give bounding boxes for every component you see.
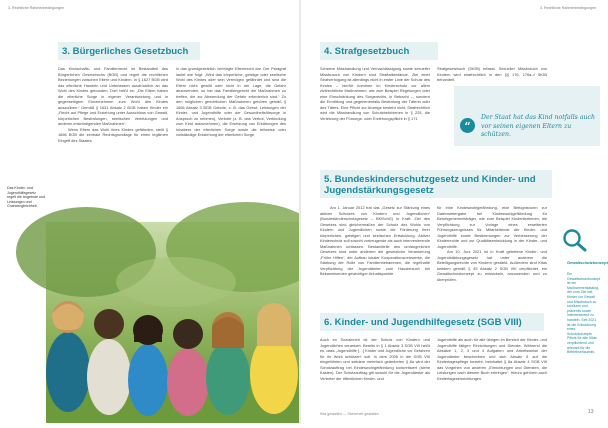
paragraph: Schwere Misshandlung und Vernachlässigung sowie sexueller Missbrauch von Kindern sind Straftatbestände. Ziel einer Strafverfolgung ist allerdings nicht in erster Linie der Schutz des Kindes – hierfür kommen im Kinderschutz vor allem zivilrechtliche Maßnahmen, wie zum Beispiel Regelungen oder eine Einschränkung des Sorgerechts, in Betracht –, sondern die Ermittlung und gegebenenfalls Bestrafung der Täterin oder des Täters. Eine Pflicht zur Anzeige besteht nicht. Strafrechtlich wird die Misshandlung von Schutzbefohlenen in § 225, die Verletzung der Fürsorge- oder Erziehungspflicht in § 171: [320, 66, 430, 121]
running-head-left: 3. Rechtliche Rahmenbedingungen: [8, 6, 65, 10]
pull-quote: Der Staat hat das Kind notfalls auch vor seinen eigenen Eltern zu schützen.: [481, 114, 595, 139]
quote-icon: “: [460, 118, 475, 133]
section-3-title: 3. Bürgerliches Gesetzbuch: [62, 46, 189, 57]
section-5-title: 5. Bundeskinderschutzgesetz und Kinder- und Jugendstärkungsgesetz: [324, 174, 536, 196]
section-4-column-2: [437, 66, 547, 86]
page-number: 13: [588, 409, 594, 415]
left-page: [0, 0, 299, 423]
section-6-column-1: [320, 337, 430, 403]
footer-right: Kita gestalten — Sicherheit gestalten: [320, 412, 379, 416]
paragraph: Jugendhilfe als auch für alle übrigen im Bereich der Kinder- und Jugendhilfe tätigen Einrichtungen und Dienste. Während die Absätze 1, 2, 3 und 4 Aufgaben und Arbeitsweise der Jugendämter beschreiben und sich Absatz 5 auf die Kindertagespflege bezieht, beinhaltet § 8a Absatz 4 SGB VIII das Vorgehen von anderen „Einrichtungen und Diensten, die Leistungen nach diesem Buch erbringen“. Hierzu gehören auch Kindertageseinrichtungen.: [437, 337, 547, 381]
paragraph: Das Kindschafts- und Familienrecht ist Bestandteil des Bürgerlichen Gesetzbuchs (BGB) und regelt die rechtlichen Beziehungen zwischen Eltern und Kindern. In § 1627 BGB wird das elterliche Handeln und Unterlassen ausdrücklich an das Wohl des Kindes gebunden. Dort heißt es: „Die Eltern haben die elterliche Sorge in eigener Verantwortung und in gegenseitigem Einvernehmen zum Wohl des Kindes auszuüben.“ Gemäß § 1631 Absatz 2 BGB haben Kinder ein „Recht auf Pflege und Erziehung unter Ausschluss von Gewalt, körperlichen Bestrafungen, seelischen Verletzungen und anderen entwürdigenden Maßnahmen“.: [58, 66, 168, 126]
section-5-column-1: [320, 205, 430, 297]
section-4-column-1: [320, 66, 430, 166]
sidebar-text: Ein Gewaltschutzkonzept ist ein Maßnahmenkatalog, der zum Ziel hat, Kinder vor Gewalt und Missbrauch zu schützen und präventiv sowie intervenierend zu handeln. Seit 2021 ist die Entwicklung eines Schutzkonzepts Pflicht für alle Kitas verpflichtend und relevant für die Betriebserlaubnis.: [567, 272, 601, 355]
paragraph: Strafgesetzbuch (StGB) erfasst. Sexueller Missbrauch von Kindern wird strafrechtlich in den §§ 176, 176a–f StGB behandelt.: [437, 66, 547, 82]
children-photo-illustration: [46, 222, 299, 423]
paragraph: Auch im Sozialrecht ist der Schutz von Kindern und Jugendlichen verankert. Bereits in § 1 Absatz 3 SGB VIII heißt es, dass „Jugendhilfe […] Kinder und Jugendliche vor Gefahren für ihr Wohl schützen“ soll. In dem 2005 in die SGB VIII eingeführten und seitdem mehrfach geänderten § 8a wird der Schutzauftrag bei Kindeswohlgefährdung konkretisiert (siehe Kasten). Der Schutzauftrag gilt sowohl für die Jugendämter als Vertreter der öffentlichen Kinder- und: [320, 337, 430, 381]
paragraph: Am 10. Juni 2021 ist in Kraft getretene Kinder- und Jugendstärkungsgesetz hat unter anderem die Beteiligungsrechte von Kindern gestärkt. Außerdem sind Kitas seitdem gemäß § 45 Absatz 2 SGB VIII verpflichtet, ein Gewaltschutzkonzept zu entwickeln, anzuwenden und zu überprüfen.: [437, 249, 547, 282]
paragraph: für eine Kindeswohlgefährdung, eine Befugnisnorm zur Datenweitergabe bei Kindeswohlgefährdung für Berufsgeheimnisträger, wie zum Beispiel Kinderärztinnen, die Verpflichtung zur Vorlage eines erweiterten Führungszeugnisses für Mitarbeitende der Kinder- und Jugendhilfe sowie Bestimmungen zur Verbesserung der Kinderrechte und zur Qualitätsentwicklung in der Kinder- und Jugendhilfe.: [437, 205, 547, 249]
paragraph: Am 1. Januar 2012 trat das „Gesetz zur Stärkung eines aktiven Schutzes von Kindern und Jugendlichen“ (Bundeskinderschutzgesetz – BKiSchG) in Kraft. Ziel des Gesetzes sind gleichermaßen der Schutz des Wohls von Kindern und Jugendlichen sowie die Förderung ihrer körperlichen, geistigen und seelischen Entwicklung. Aktiver Kinderschutz soll sowohl vorbeugende als auch intervenierende Maßnahmen umfassen. Bestandteile des umfangreichen Gesetzes sind unter anderem die gesetzliche Verankerung „Frühe Hilfen“, der Aufbau lokaler Kooperationsnetzwerke, die Stärkung der Rolle von Familienhebammen, die regelhafte Verpflichtung der Jugendämter zum Hausbesuch bei Bekanntwerden gewichtiger Anhaltspunkte: [320, 205, 430, 276]
children-photo: [46, 222, 299, 423]
magnifier-icon: [562, 228, 588, 252]
sidebar-title: Gewaltschutzkonzept: [567, 260, 608, 265]
section-6-title: 6. Kinder- und Jugendhilfegesetz (SGB VIII): [324, 317, 522, 328]
section-4-title: 4. Strafgesetzbuch: [324, 46, 410, 57]
section-5-column-2: [437, 205, 547, 297]
paragraph: in das grundgesetzlich verbürgte Elternrecht dar. Der Paragraf lautet wie folgt: „Wird das körperliche, geistige oder seelische Wohl des Kindes oder sein Vermögen gefährdet und sind die Eltern nicht gewillt oder nicht in der Lage, die Gefahr abzuwenden, so hat das Familiengericht die Maßnahmen zu treffen, die zur Abwendung der Gefahr erforderlich sind.“ Zu den möglichen gerichtlichen Maßnahmen gehören gemäß § 1666 Absatz 3 BGB Gebote, z. B. das Gebot, Leistungen der Kinder- und Jugendhilfe oder der Gesundheitsfürsorge in Anspruch zu nehmen), Verbote (z. B. das Verbot, Verbindung zum Kind aufzunehmen), die Ersetzung von Erklärungen des Inhabers der elterlichen Sorge sowie die teilweise oder vollständige Entziehung der elterlichen Sorge.: [176, 66, 286, 137]
photo-caption: Das Kinder- und Jugendhilfegesetz regelt die Angebote und Leistungen und Chancengleichheit.: [7, 186, 45, 209]
section-3-column-2: [176, 66, 286, 216]
section-6-column-2: [437, 337, 547, 403]
running-head-right: 3. Rechtliche Rahmenbedingungen: [540, 6, 597, 10]
section-3-column-1: [58, 66, 168, 216]
paragraph: Wenn Eltern das Wohl ihres Kindes gefährden, stellt § 1666 BGB die zentrale Rechtsgrundlage für einen legitimen Eingriff des Staates: [58, 126, 168, 143]
